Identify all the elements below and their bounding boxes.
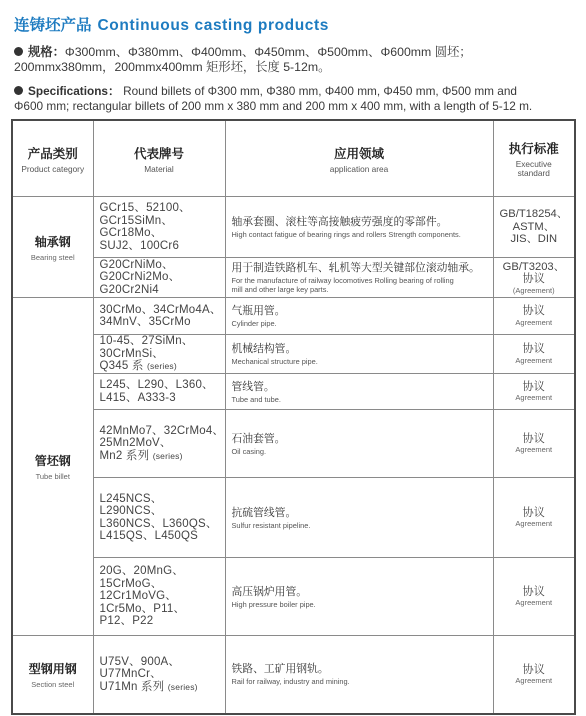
- standard-cell: [493, 636, 575, 714]
- material-line: L360NCS、L360QS、: [99, 517, 218, 530]
- standard-value: 协议: [522, 380, 545, 393]
- application-zh: 铁路、工矿用钢轨。: [231, 662, 329, 676]
- material-line: P12、P22: [99, 615, 154, 628]
- spec-zh: [14, 45, 472, 75]
- category-zh: 管坯钢: [34, 454, 71, 468]
- material-line: GCr15、52100、: [99, 202, 191, 214]
- application-cell: [225, 374, 493, 410]
- table-row: [12, 636, 575, 714]
- application-cell: [225, 410, 493, 478]
- application-cell: [225, 258, 493, 298]
- material-line: Q345 系 (series): [99, 360, 177, 373]
- material-series: (series): [167, 681, 198, 692]
- material-cell: [93, 335, 225, 374]
- table-row: [12, 558, 575, 636]
- standard-value: GB/T3203、: [502, 260, 565, 273]
- page-title: [14, 13, 329, 35]
- application-en: Mechanical structure pipe.: [231, 357, 318, 366]
- standard-cell: [493, 258, 575, 298]
- header-executive-standard: 执行标准 Executive standard: [493, 120, 575, 197]
- material-series: (series): [146, 361, 177, 372]
- standard-en: Agreement: [515, 317, 553, 327]
- category-zh: 轴承钢: [34, 234, 71, 249]
- application-zh: 用于制造铁路机车、轧机等大型关键部位滚动轴承。: [231, 261, 480, 274]
- table-row: [12, 374, 575, 410]
- application-en: High pressure boiler pipe.: [231, 599, 316, 609]
- standard-cell: [493, 410, 575, 478]
- material-line: L245NCS、L290NCS、: [99, 492, 163, 517]
- table-row: [12, 197, 575, 258]
- material-line: 30CrMo、34CrMo4A、: [99, 303, 222, 316]
- standard-en: (Agreement): [512, 285, 555, 295]
- spec-zh-label: 规格：: [28, 45, 65, 59]
- standard-value: 协议: [522, 506, 545, 519]
- application-cell: [225, 478, 493, 558]
- spec-zh-line1: Φ300mm、Φ380mm、Φ400mm、Φ450mm、Φ500mm、Φ600mm 圆坯；: [64, 45, 472, 59]
- material-line: G20CrNi2Mo、: [99, 271, 181, 284]
- material-cell: [93, 410, 225, 478]
- spec-zh-line2: 200mmx380mm，200mmx400mm 矩形坯，长度 5-12m。: [14, 60, 331, 74]
- application-en: Tube and tube.: [231, 394, 281, 404]
- header-material: 代表牌号 Material: [93, 120, 225, 197]
- application-zh: 管线管。: [231, 379, 275, 393]
- table-row: [12, 478, 575, 558]
- material-line: 34MnV、35CrMo: [99, 316, 191, 328]
- material-line: 30CrMnSi、: [99, 347, 164, 360]
- table-header-row: [12, 120, 575, 197]
- category-cell: [12, 636, 93, 714]
- standard-value: 协议: [522, 432, 545, 445]
- standard-en: Agreement: [515, 676, 553, 685]
- material-line: 42MnMo7、32CrMo4、: [99, 424, 225, 437]
- material-series: (series): [152, 450, 183, 461]
- material-line: L415QS、L450QS: [99, 530, 198, 542]
- bullet-icon: [14, 47, 23, 56]
- spec-en-line2: Φ600 mm; rectangular billets of 200 mm x 380 mm and 200 mm x 400 mm, with a length of 5-12 m.: [14, 99, 533, 113]
- standard-cell: [493, 298, 575, 335]
- category-cell: [12, 197, 93, 298]
- application-cell: [225, 335, 493, 374]
- application-en: For the manufacture of railway locomotives Rolling bearing of rolling mill and other large key parts.: [231, 276, 454, 294]
- material-cell: [93, 374, 225, 410]
- application-zh: 高压锅炉用管。: [231, 584, 308, 598]
- standard-en: Agreement: [515, 355, 553, 365]
- application-en: Sulfur resistant pipeline.: [231, 520, 311, 530]
- application-en: High contact fatigue of bearing rings and rollers Strength components.: [231, 230, 461, 239]
- table-row: [12, 335, 575, 374]
- application-zh: 抗硫管线管。: [231, 505, 297, 519]
- title-en: Continuous casting products: [97, 17, 329, 34]
- standard-value: GB/T18254、: [499, 208, 568, 221]
- spec-en: [14, 84, 532, 114]
- material-cell: [93, 636, 225, 714]
- standard-en: Agreement: [515, 519, 553, 529]
- material-line: U75V、900A、: [99, 655, 181, 668]
- application-zh: 机械结构管。: [231, 342, 297, 355]
- material-line: SUJ2、100Cr6: [99, 239, 180, 252]
- material-line: 15CrMoG、: [99, 577, 163, 590]
- application-cell: [225, 298, 493, 335]
- application-en: Cylinder pipe.: [231, 319, 277, 328]
- title-zh: 连铸坯产品: [14, 16, 92, 34]
- product-table: [11, 119, 576, 715]
- material-line: 10-45、27SiMn、: [99, 335, 194, 348]
- standard-value: 协议: [522, 663, 545, 676]
- category-en: Bearing steel: [30, 252, 75, 262]
- material-cell: [93, 197, 225, 258]
- table-row: [12, 410, 575, 478]
- application-en: Oil casing.: [231, 446, 267, 456]
- material-line: G20CrNiMo、: [99, 258, 174, 271]
- standard-value: JIS、DIN: [510, 233, 558, 246]
- application-cell: [225, 558, 493, 636]
- standard-value: 协议: [522, 585, 545, 598]
- material-line: L245、L290、L360、: [99, 379, 214, 391]
- material-line: GCr15SiMn、: [99, 214, 174, 227]
- material-line: U77MnCr、: [99, 668, 162, 680]
- standard-cell: [493, 478, 575, 558]
- material-line: U71Mn 系列 (series): [99, 680, 198, 693]
- category-en: Section steel: [31, 679, 75, 689]
- header-application-area: 应用领域 application area: [225, 120, 493, 197]
- category-cell: [12, 298, 93, 636]
- material-cell: [93, 258, 225, 298]
- material-line: 25Mn2MoV、: [99, 437, 172, 450]
- application-zh: 轴承套圈、滚柱等高接触疲劳强度的零部件。: [231, 215, 448, 228]
- standard-cell: [493, 558, 575, 636]
- material-line: GCr18Mo、: [99, 227, 163, 239]
- category-en: Tube billet: [35, 472, 70, 481]
- material-line: 1Cr5Mo、P11、: [99, 602, 186, 615]
- application-cell: [225, 636, 493, 714]
- material-cell: [93, 298, 225, 335]
- standard-cell: [493, 197, 575, 258]
- standard-cell: [493, 335, 575, 374]
- standard-cell: [493, 374, 575, 410]
- application-cell: [225, 197, 493, 258]
- material-line: L415、A333-3: [99, 391, 176, 404]
- spec-en-line1: Round billets of Φ300 mm, Φ380 mm, Φ400 mm, Φ450 mm, Φ500 mm and: [123, 84, 517, 98]
- spec-en-label: Specifications：: [28, 84, 120, 98]
- standard-value: ASTM、: [512, 220, 555, 233]
- standard-en: Agreement: [515, 393, 553, 403]
- standard-value: 协议: [522, 273, 545, 285]
- table-row: [12, 298, 575, 335]
- standard-value: 协议: [522, 343, 545, 356]
- material-cell: [93, 478, 225, 558]
- table-row: [12, 258, 575, 298]
- category-zh: 型钢用钢: [28, 661, 77, 676]
- application-zh: 气瓶用管。: [231, 304, 286, 317]
- bullet-icon: [14, 86, 23, 95]
- standard-en: Agreement: [515, 445, 553, 455]
- standard-value: 协议: [522, 305, 545, 318]
- material-line: 12Cr1MoVG、: [99, 590, 177, 603]
- material-cell: [93, 558, 225, 636]
- header-product-category: 产品类别 Product category: [12, 120, 93, 197]
- material-line: Mn2 系列 (series): [99, 449, 183, 462]
- application-en: Rail for railway, industry and mining.: [231, 677, 350, 687]
- material-line: 20G、20MnG、: [99, 565, 184, 578]
- application-zh: 石油套管。: [231, 431, 286, 445]
- standard-en: Agreement: [515, 598, 553, 608]
- material-line: G20Cr2Ni4: [99, 283, 159, 296]
